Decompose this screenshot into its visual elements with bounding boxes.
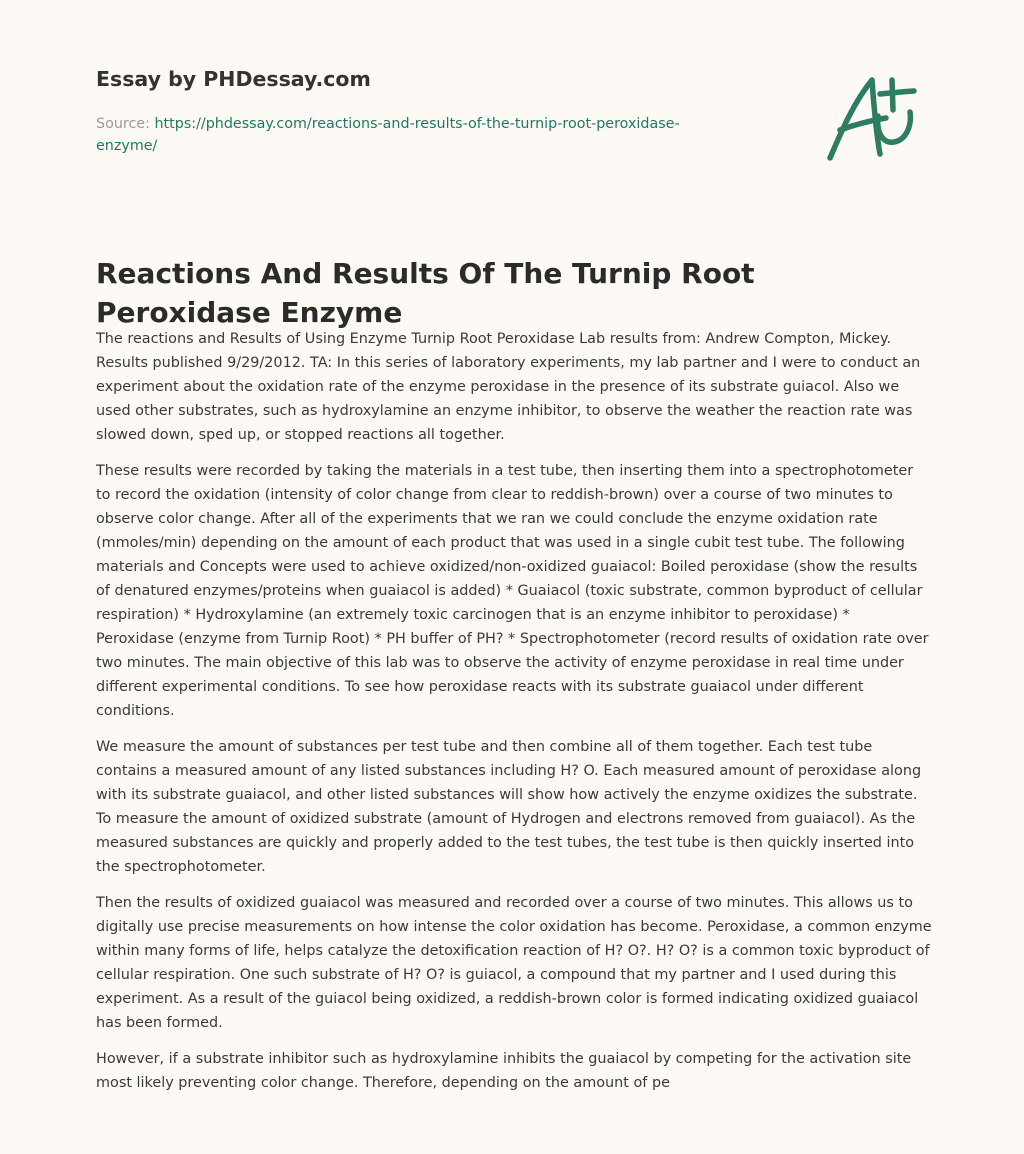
a-plus-grade-icon bbox=[820, 68, 930, 168]
essay-paragraph: We measure the amount of substances per test tube and then combine all of them together. Each test tube contains a measured amount of any listed substances including H? O. Each measured amount of peroxidase along with its substrate guaiacol, and other listed substances will show how actively the enzyme oxidizes the substrate. To measure the amount of oxidized substrate (amount of Hydrogen and electrons removed from guaiacol). As the measured substances are quickly and properly added to the test tubes, the test tube is then quickly inserted into the spectrophotometer. bbox=[96, 739, 922, 875]
source-label: Source: bbox=[96, 116, 150, 132]
site-brand: Essay by PHDessay.com bbox=[96, 67, 371, 91]
source-link[interactable]: https://phdessay.com/reactions-and-results-of-the-turnip-root-peroxidase-enzyme/ bbox=[96, 116, 680, 154]
essay-body bbox=[96, 327, 932, 1107]
site-header bbox=[96, 66, 736, 157]
essay-paragraph: The reactions and Results of Using Enzyme Turnip Root Peroxidase Lab results from: Andrew Compton, Mickey. Results published 9/29/2012. TA: In this series of laboratory experiments, my lab partner and I were to conduct an experiment about the oxidation rate of the enzyme peroxidase in the presence of its substrate guiacol. Also we used other substrates, such as hydroxylamine an enzyme inhibitor, to observe the weather the reaction rate was slowed down, sped up, or stopped reactions all together. bbox=[96, 331, 921, 443]
essay-paragraph: Then the results of oxidized guaiacol was measured and recorded over a course of two minutes. This allows us to digitally use precise measurements on how intense the color oxidation has become. Peroxidase, a common enzyme within many forms of life, helps catalyze the detoxification reaction of H? O?. H? O? is a common toxic byproduct of cellular respiration. One such substrate of H? O? is guiacol, a compound that my partner and I used during this experiment. As a result of the guiacol being oxidized, a reddish-brown color is formed indicating oxidized guaiacol has been formed. bbox=[96, 895, 932, 1031]
essay-paragraph: These results were recorded by taking the materials in a test tube, then inserting them into a spectrophotometer to record the oxidation (intensity of color change from clear to reddish-brown) over a course of two minutes to observe color change. After all of the experiments that we ran we could conclude the enzyme oxidation rate (mmoles/min) depending on the amount of each product that was used in a single cubit test tube. The following materials and Concepts were used to achieve oxidized/non-oxidized guaiacol: Boiled peroxidase (show the results of denatured enzymes/proteins when guaiacol is added) * Guaiacol (toxic substrate, common byproduct of cellular respiration) * Hydroxylamine (an extremely toxic carcinogen that is an enzyme inhibitor to peroxidase) * Peroxidase (enzyme from Turnip Root) * PH buffer of PH? * Spectrophotometer (record results of oxidation rate over two minutes. The main objective of this lab was to observe the activity of enzyme peroxidase in real time under different experimental conditions. To see how peroxidase reacts with its substrate guaiacol under different conditions. bbox=[96, 463, 929, 719]
essay-title: Reactions And Results Of The Turnip Root Peroxidase Enzyme bbox=[96, 257, 755, 329]
essay-paragraph: However, if a substrate inhibitor such as hydroxylamine inhibits the guaiacol by competing for the activation site most likely preventing color change. Therefore, depending on the amount of pe bbox=[96, 1051, 912, 1091]
source-line bbox=[96, 113, 736, 157]
